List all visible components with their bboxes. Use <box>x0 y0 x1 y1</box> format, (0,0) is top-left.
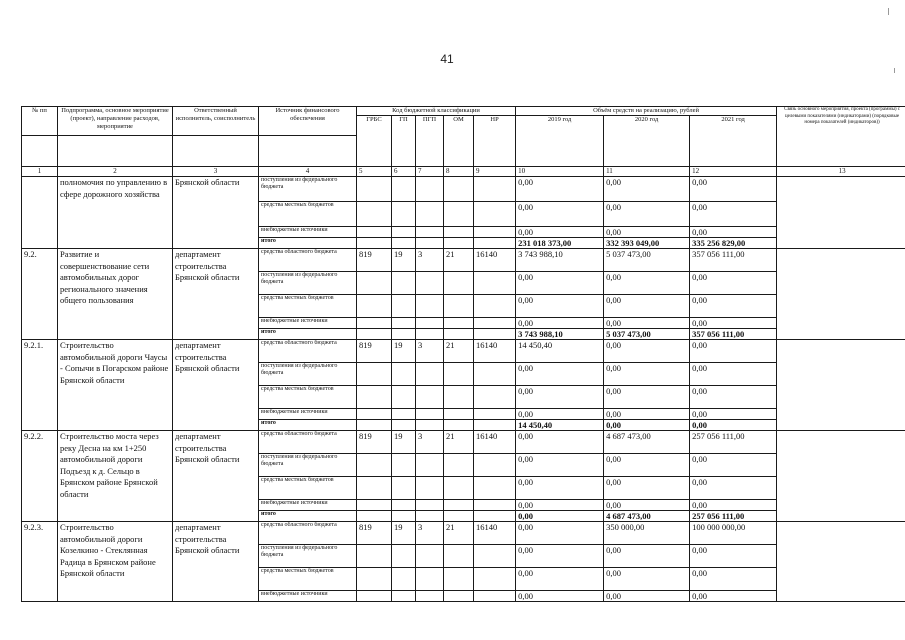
header-2020: 2020 год <box>604 116 690 167</box>
value-2019: 0,00 <box>516 454 604 477</box>
column-number: 1 <box>22 167 58 177</box>
code-grbs: 819 <box>357 249 392 272</box>
source-local: средства местных бюджетов <box>259 568 357 591</box>
source-extra: внебюджетные источники <box>259 227 357 238</box>
value-2020: 0,00 <box>604 545 690 568</box>
value-2021: 0,00 <box>690 386 777 409</box>
code-cell <box>392 295 416 318</box>
code-cell <box>357 318 392 329</box>
header-grbs: ГРБС <box>357 116 392 167</box>
code-om: 21 <box>444 431 474 454</box>
header-source: Источник финансового обеспечения <box>259 107 357 136</box>
code-gp: 19 <box>392 522 416 545</box>
row-responsible: департамент строительства Брянской области <box>173 249 259 340</box>
value-2019: 0,00 <box>516 591 604 602</box>
code-cell <box>444 202 474 227</box>
value-2019: 0,00 <box>516 409 604 420</box>
code-cell <box>474 363 516 386</box>
table-row <box>22 522 905 545</box>
code-cell <box>357 202 392 227</box>
source-federal: поступления из федерального бюджета <box>259 177 357 202</box>
header-2019: 2019 год <box>516 116 604 167</box>
value-2021: 0,00 <box>690 340 777 363</box>
code-cell <box>474 177 516 202</box>
code-cell <box>416 500 444 511</box>
page-number: 41 <box>440 52 454 66</box>
row-name: Развитие и совершенствование сети автомобильных дорог регионального значения общего пользования <box>58 249 173 340</box>
code-cell <box>357 511 392 522</box>
code-cell <box>392 568 416 591</box>
row-name: Строительство автомобильной дороги Козелкино - Стеклянная Радица в Брянском районе Брянской области <box>58 522 173 602</box>
code-gp: 19 <box>392 431 416 454</box>
column-number: 8 <box>444 167 474 177</box>
value-2021: 0,00 <box>690 177 777 202</box>
value-2019: 3 743 988,10 <box>516 249 604 272</box>
code-np: 16140 <box>474 431 516 454</box>
value-2021: 100 000 000,00 <box>690 522 777 545</box>
code-np: 16140 <box>474 522 516 545</box>
code-cell <box>392 545 416 568</box>
source-local: средства местных бюджетов <box>259 477 357 500</box>
header-spacer <box>58 136 173 167</box>
code-pgp: 3 <box>416 431 444 454</box>
code-cell <box>357 591 392 602</box>
code-cell <box>474 272 516 295</box>
source-extra: внебюджетные источники <box>259 409 357 420</box>
code-cell <box>444 272 474 295</box>
code-cell <box>392 511 416 522</box>
group-continuation <box>22 177 905 249</box>
source-regional: средства областного бюджета <box>259 522 357 545</box>
header-volume: Объём средств на реализацию, рублей <box>516 107 777 116</box>
code-cell <box>392 202 416 227</box>
code-cell <box>392 386 416 409</box>
total-2021: 257 056 111,00 <box>690 511 777 522</box>
column-number: 4 <box>259 167 357 177</box>
value-2020: 0,00 <box>604 409 690 420</box>
code-cell <box>416 363 444 386</box>
value-2021: 0,00 <box>690 295 777 318</box>
total-2020: 0,00 <box>604 420 690 431</box>
column-number: 6 <box>392 167 416 177</box>
code-grbs: 819 <box>357 340 392 363</box>
code-cell <box>474 511 516 522</box>
source-federal: поступления из федерального бюджета <box>259 454 357 477</box>
header-num: № пп <box>22 107 58 136</box>
code-cell <box>416 591 444 602</box>
code-cell <box>357 409 392 420</box>
total-2020: 5 037 473,00 <box>604 329 690 340</box>
code-cell <box>357 386 392 409</box>
value-2019: 0,00 <box>516 500 604 511</box>
code-cell <box>357 295 392 318</box>
value-2020: 0,00 <box>604 318 690 329</box>
source-total: итого <box>259 420 357 431</box>
value-2020: 0,00 <box>604 272 690 295</box>
row-number: 9.2. <box>22 249 58 340</box>
table-row <box>22 249 905 272</box>
code-cell <box>416 318 444 329</box>
code-cell <box>392 477 416 500</box>
code-cell <box>444 477 474 500</box>
value-2020: 0,00 <box>604 568 690 591</box>
group-9-2-2 <box>22 431 905 522</box>
code-cell <box>474 500 516 511</box>
code-cell <box>416 545 444 568</box>
value-2019: 0,00 <box>516 177 604 202</box>
value-2020: 0,00 <box>604 477 690 500</box>
source-local: средства местных бюджетов <box>259 202 357 227</box>
header-spacer <box>173 136 259 167</box>
source-federal: поступления из федерального бюджета <box>259 363 357 386</box>
value-2020: 0,00 <box>604 340 690 363</box>
code-cell <box>392 363 416 386</box>
code-cell <box>357 227 392 238</box>
group-9-2-3 <box>22 522 905 602</box>
code-cell <box>474 329 516 340</box>
code-cell <box>474 386 516 409</box>
code-cell <box>444 227 474 238</box>
code-cell <box>444 386 474 409</box>
code-cell <box>357 177 392 202</box>
total-2020: 332 393 049,00 <box>604 238 690 249</box>
total-2019: 14 450,40 <box>516 420 604 431</box>
value-2021: 0,00 <box>690 454 777 477</box>
link-cell <box>777 340 905 431</box>
code-om: 21 <box>444 340 474 363</box>
link-cell <box>777 431 905 522</box>
row-number: 9.2.3. <box>22 522 58 602</box>
code-cell <box>392 409 416 420</box>
source-total: итого <box>259 329 357 340</box>
column-number: 9 <box>474 167 516 177</box>
source-total: итого <box>259 511 357 522</box>
header-spacer <box>22 136 58 167</box>
value-2020: 4 687 473,00 <box>604 431 690 454</box>
code-cell <box>357 272 392 295</box>
code-cell <box>392 318 416 329</box>
code-grbs: 819 <box>357 431 392 454</box>
row-responsible: департамент строительства Брянской области <box>173 431 259 522</box>
code-cell <box>416 238 444 249</box>
column-number: 13 <box>777 167 905 177</box>
code-cell <box>444 409 474 420</box>
column-number: 2 <box>58 167 173 177</box>
code-cell <box>444 363 474 386</box>
value-2021: 0,00 <box>690 272 777 295</box>
value-2020: 0,00 <box>604 202 690 227</box>
code-cell <box>392 591 416 602</box>
code-cell <box>392 177 416 202</box>
code-cell <box>416 386 444 409</box>
value-2021: 0,00 <box>690 409 777 420</box>
table-row <box>22 177 905 202</box>
code-cell <box>474 420 516 431</box>
link-cell <box>777 177 905 249</box>
row-responsible: Брянской области <box>173 177 259 249</box>
code-cell <box>474 454 516 477</box>
scan-mark <box>894 68 895 73</box>
header-pgp: ПГП <box>416 116 444 167</box>
value-2019: 0,00 <box>516 386 604 409</box>
code-cell <box>444 454 474 477</box>
code-cell <box>474 318 516 329</box>
code-cell <box>392 500 416 511</box>
code-cell <box>474 568 516 591</box>
code-cell <box>357 454 392 477</box>
source-extra: внебюджетные источники <box>259 591 357 602</box>
column-numbers-row <box>22 167 905 177</box>
value-2019: 0,00 <box>516 545 604 568</box>
code-cell <box>416 409 444 420</box>
value-2021: 0,00 <box>690 500 777 511</box>
total-2019: 3 743 988,10 <box>516 329 604 340</box>
code-cell <box>474 202 516 227</box>
value-2021: 0,00 <box>690 568 777 591</box>
value-2020: 0,00 <box>604 363 690 386</box>
code-cell <box>444 500 474 511</box>
value-2021: 0,00 <box>690 363 777 386</box>
value-2019: 14 450,40 <box>516 340 604 363</box>
value-2019: 0,00 <box>516 568 604 591</box>
code-cell <box>416 329 444 340</box>
column-number: 10 <box>516 167 604 177</box>
header-spacer <box>259 136 357 167</box>
header-program: Подпрограмма, основное мероприятие (проект), направление расходов, мероприятие <box>58 107 173 136</box>
value-2019: 0,00 <box>516 318 604 329</box>
code-cell <box>357 568 392 591</box>
source-federal: поступления из федерального бюджета <box>259 545 357 568</box>
value-2019: 0,00 <box>516 363 604 386</box>
total-2021: 0,00 <box>690 420 777 431</box>
value-2021: 0,00 <box>690 318 777 329</box>
value-2019: 0,00 <box>516 227 604 238</box>
row-responsible: департамент строительства Брянской области <box>173 522 259 602</box>
column-number: 12 <box>690 167 777 177</box>
code-cell <box>416 227 444 238</box>
row-number: 9.2.1. <box>22 340 58 431</box>
value-2021: 0,00 <box>690 545 777 568</box>
total-2021: 357 056 111,00 <box>690 329 777 340</box>
code-cell <box>416 511 444 522</box>
budget-table <box>21 106 905 602</box>
code-pgp: 3 <box>416 522 444 545</box>
code-cell <box>444 177 474 202</box>
code-cell <box>444 591 474 602</box>
value-2021: 0,00 <box>690 477 777 500</box>
code-cell <box>357 363 392 386</box>
scan-mark <box>888 8 889 15</box>
value-2019: 0,00 <box>516 522 604 545</box>
code-cell <box>392 272 416 295</box>
code-cell <box>474 545 516 568</box>
value-2020: 0,00 <box>604 295 690 318</box>
table-row <box>22 431 905 454</box>
code-cell <box>357 545 392 568</box>
source-extra: внебюджетные источники <box>259 500 357 511</box>
source-extra: внебюджетные источники <box>259 318 357 329</box>
value-2021: 357 056 111,00 <box>690 249 777 272</box>
code-om: 21 <box>444 522 474 545</box>
code-cell <box>444 318 474 329</box>
code-cell <box>444 238 474 249</box>
code-gp: 19 <box>392 340 416 363</box>
code-cell <box>357 477 392 500</box>
value-2021: 0,00 <box>690 227 777 238</box>
code-cell <box>474 238 516 249</box>
code-grbs: 819 <box>357 522 392 545</box>
code-cell <box>416 272 444 295</box>
column-number: 5 <box>357 167 392 177</box>
value-2020: 0,00 <box>604 500 690 511</box>
code-cell <box>444 568 474 591</box>
value-2019: 0,00 <box>516 202 604 227</box>
total-2019: 0,00 <box>516 511 604 522</box>
code-cell <box>474 295 516 318</box>
value-2020: 0,00 <box>604 386 690 409</box>
code-cell <box>474 591 516 602</box>
row-responsible: департамент строительства Брянской области <box>173 340 259 431</box>
code-cell <box>444 329 474 340</box>
code-cell <box>357 500 392 511</box>
column-number: 11 <box>604 167 690 177</box>
table-row <box>22 340 905 363</box>
code-cell <box>444 545 474 568</box>
code-cell <box>392 329 416 340</box>
source-local: средства местных бюджетов <box>259 386 357 409</box>
code-cell <box>392 238 416 249</box>
code-cell <box>416 202 444 227</box>
code-cell <box>416 454 444 477</box>
value-2020: 5 037 473,00 <box>604 249 690 272</box>
code-cell <box>416 420 444 431</box>
value-2021: 0,00 <box>690 591 777 602</box>
code-pgp: 3 <box>416 340 444 363</box>
total-2019: 231 018 373,00 <box>516 238 604 249</box>
code-cell <box>416 477 444 500</box>
code-gp: 19 <box>392 249 416 272</box>
code-cell <box>444 511 474 522</box>
code-pgp: 3 <box>416 249 444 272</box>
code-cell <box>474 409 516 420</box>
column-number: 3 <box>173 167 259 177</box>
row-number: 9.2.2. <box>22 431 58 522</box>
header-link: Связь основного мероприятия, проекта (программы) с целевыми показателями (индикаторами) (порядковые номера показателей (индикаторов)) <box>777 107 905 167</box>
code-cell <box>392 454 416 477</box>
source-regional: средства областного бюджета <box>259 431 357 454</box>
total-2020: 4 687 473,00 <box>604 511 690 522</box>
value-2020: 0,00 <box>604 591 690 602</box>
header-np: НР <box>474 116 516 167</box>
header-om: ОМ <box>444 116 474 167</box>
group-9-2 <box>22 249 905 340</box>
code-np: 16140 <box>474 249 516 272</box>
value-2019: 0,00 <box>516 272 604 295</box>
column-number: 7 <box>416 167 444 177</box>
code-cell <box>474 227 516 238</box>
link-cell <box>777 522 905 602</box>
value-2020: 0,00 <box>604 227 690 238</box>
code-cell <box>444 420 474 431</box>
value-2019: 0,00 <box>516 295 604 318</box>
code-cell <box>392 420 416 431</box>
value-2020: 350 000,00 <box>604 522 690 545</box>
source-federal: поступления из федерального бюджета <box>259 272 357 295</box>
code-cell <box>416 177 444 202</box>
row-name: Строительство автомобильной дороги Чаусы - Сопычи в Погарском районе Брянской области <box>58 340 173 431</box>
source-regional: средства областного бюджета <box>259 340 357 363</box>
row-name: полномочия по управлению в сфере дорожного хозяйства <box>58 177 173 249</box>
value-2019: 0,00 <box>516 431 604 454</box>
group-9-2-1 <box>22 340 905 431</box>
code-cell <box>357 238 392 249</box>
header-2021: 2021 год <box>690 116 777 167</box>
code-cell <box>416 295 444 318</box>
code-cell <box>416 568 444 591</box>
value-2021: 0,00 <box>690 202 777 227</box>
value-2021: 257 056 111,00 <box>690 431 777 454</box>
code-cell <box>474 477 516 500</box>
source-regional: средства областного бюджета <box>259 249 357 272</box>
code-om: 21 <box>444 249 474 272</box>
source-local: средства местных бюджетов <box>259 295 357 318</box>
code-cell <box>392 227 416 238</box>
code-cell <box>444 295 474 318</box>
value-2019: 0,00 <box>516 477 604 500</box>
code-cell <box>357 329 392 340</box>
link-cell <box>777 249 905 340</box>
total-2021: 335 256 829,00 <box>690 238 777 249</box>
value-2020: 0,00 <box>604 177 690 202</box>
code-np: 16140 <box>474 340 516 363</box>
header-gp: ГП <box>392 116 416 167</box>
code-cell <box>357 420 392 431</box>
value-2020: 0,00 <box>604 454 690 477</box>
source-total: итого <box>259 238 357 249</box>
row-number <box>22 177 58 249</box>
header-budget-code: Код бюджетной классификации <box>357 107 516 116</box>
row-name: Строительство моста через реку Десна на км 1+250 автомобильной дороги Подъезд к д. Сельцо в Брянском районе Брянской области <box>58 431 173 522</box>
header-responsible: Ответственный исполнитель, соисполнитель <box>173 107 259 136</box>
